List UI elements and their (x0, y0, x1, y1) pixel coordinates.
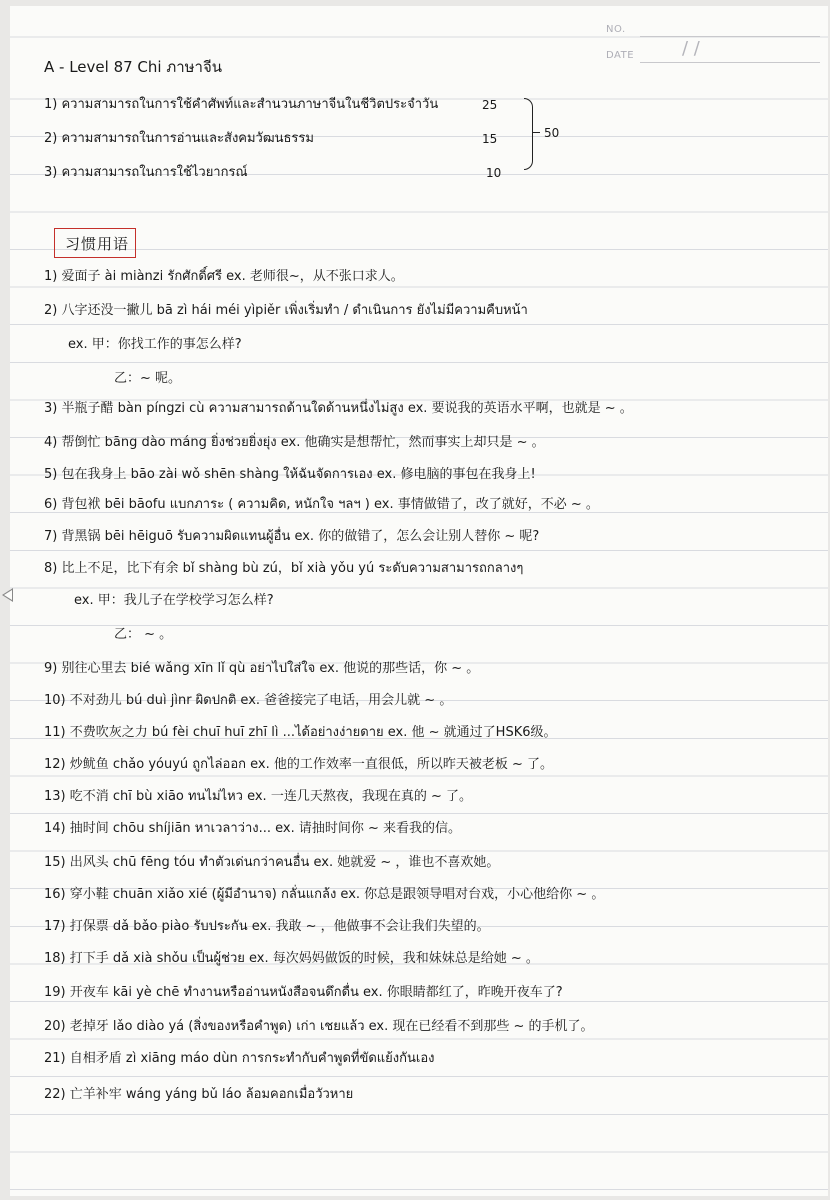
entry-8-example-a: ex. 甲：我儿子在学校学习怎么样? (74, 593, 274, 608)
entry-21: 21) 自相矛盾 zì xiāng máo dùn การกระทำกับคำพูดที่ขัดแย้งกันเอง (44, 1051, 435, 1066)
entry-20: 20) 老掉牙 lǎo diào yá (สิ่งของหรือคำพูด) เก่า เชยแล้ว ex. 现在已经看不到那些 ~ 的手机了。 (44, 1019, 594, 1034)
entry-6: 6) 背包袱 bēi bāofu แบกภาระ ( ความคิด, หนักใจ ฯลฯ ) ex. 事情做错了，改了就好，不必 ~ 。 (44, 497, 599, 512)
no-label: NO. (606, 24, 626, 35)
date-label: DATE (606, 50, 635, 61)
criterion-3-score: 10 (486, 166, 502, 180)
entry-19: 19) 开夜车 kāi yè chē ทำงานหรืออ่านหนังสือจนดึกดื่น ex. 你眼睛都红了，昨晚开夜车了? (44, 985, 563, 1000)
criterion-2: 2) ความสามารถในการอ่านและสังคมวัฒนธรรม (44, 131, 314, 146)
criterion-1: 1) ความสามารถในการใช้คำศัพท์และสำนวนภาษาจีนในชีวิตประจำวัน (44, 97, 439, 112)
page-left-arrow-icon[interactable] (2, 588, 13, 602)
total-score: 50 (544, 126, 560, 140)
entry-2: 2) 八字还没一撇儿 bā zì hái méi yìpiěr เพิ่งเริ่มทำ / ดำเนินการ ยังไม่มีความคืบหน้า (44, 303, 528, 318)
notebook-page (10, 6, 828, 1196)
entry-12: 12) 炒鱿鱼 chǎo yóuyú ถูกไล่ออก ex. 他的工作效率一直很低，所以昨天被老板 ~ 了。 (44, 757, 554, 772)
curly-brace (524, 98, 533, 170)
entry-1: 1) 爱面子 ài miànzi รักศักดิ์ศรี ex. 老师很~，从不张口求人。 (44, 269, 404, 284)
entry-2-example-b: 乙：~ 呢。 (114, 371, 182, 386)
entry-10: 10) 不对劲儿 bú duì jìnr ผิดปกติ ex. 爸爸接完了电话，用会儿就 ~ 。 (44, 693, 453, 708)
entry-18: 18) 打下手 dǎ xià shǒu เป็นผู้ช่วย ex. 每次妈妈做饭的时候，我和妹妹总是给她 ~ 。 (44, 951, 539, 966)
entry-8: 8) 比上不足，比下有余 bǐ shàng bù zú，bǐ xià yǒu yú ระดับความสามารถกลางๆ (44, 561, 524, 576)
entry-14: 14) 抽时间 chōu shíjiān หาเวลาว่าง... ex. 请抽时间你 ~ 来看我的信。 (44, 821, 462, 836)
date-line (640, 62, 820, 63)
page-title: A - Level 87 Chi ภาษาจีน (44, 58, 223, 76)
entry-9: 9) 别往心里去 bié wǎng xīn lǐ qù อย่าไปใส่ใจ ex. 他说的那些话，你 ~ 。 (44, 661, 480, 676)
curly-brace-tip (532, 132, 540, 133)
section-title-box (54, 228, 136, 258)
entry-8-example-b: 乙： ~ 。 (114, 627, 173, 642)
entry-2-example-a: ex. 甲：你找工作的事怎么样? (68, 337, 242, 352)
date-slashes: / / (682, 38, 700, 59)
criterion-2-score: 15 (482, 132, 498, 146)
entry-22: 22) 亡羊补牢 wáng yáng bǔ láo ล้อมคอกเมื่อวัวหาย (44, 1087, 354, 1102)
no-line (640, 36, 820, 37)
entry-17: 17) 打保票 dǎ bǎo piào รับประกัน ex. 我敢 ~ ，他做事不会让我们失望的。 (44, 919, 490, 934)
entry-3: 3) 半瓶子醋 bàn píngzi cù ความสามารถด้านใดด้านหนึ่งไม่สูง ex. 要说我的英语水平啊，也就是 ~ 。 (44, 401, 633, 416)
section-title: 习惯用语 (65, 235, 130, 253)
entry-11: 11) 不费吹灰之力 bú fèi chuī huī zhī lì ...ได้อย่างง่ายดาย ex. 他 ~ 就通过了HSK6级。 (44, 725, 557, 740)
entry-16: 16) 穿小鞋 chuān xiǎo xié (ผู้มีอำนาจ) กลั่นแกล้ง ex. 你总是跟领导唱对台戏，小心他给你 ~ 。 (44, 887, 605, 902)
entry-7: 7) 背黑锅 bēi hēiguō รับความผิดแทนผู้อื่น ex. 你的做错了，怎么会让别人替你 ~ 呢? (44, 529, 540, 544)
entry-15: 15) 出风头 chū fēng tóu ทำตัวเด่นกว่าคนอื่น ex. 她就爱 ~ ，谁也不喜欢她。 (44, 855, 500, 870)
criterion-1-score: 25 (482, 98, 498, 112)
entry-5: 5) 包在我身上 bāo zài wǒ shēn shàng ให้ฉันจัดการเอง ex. 修电脑的事包在我身上! (44, 467, 536, 482)
entry-13: 13) 吃不消 chī bù xiāo ทนไม่ไหว ex. 一连几天熬夜，我现在真的 ~ 了。 (44, 789, 472, 804)
criterion-3: 3) ความสามารถในการใช้ไวยากรณ์ (44, 165, 248, 180)
entry-4: 4) 帮倒忙 bāng dào máng ยิ่งช่วยยิ่งยุ่ง ex. 他确实是想帮忙，然而事实上却只是 ~ 。 (44, 435, 545, 450)
